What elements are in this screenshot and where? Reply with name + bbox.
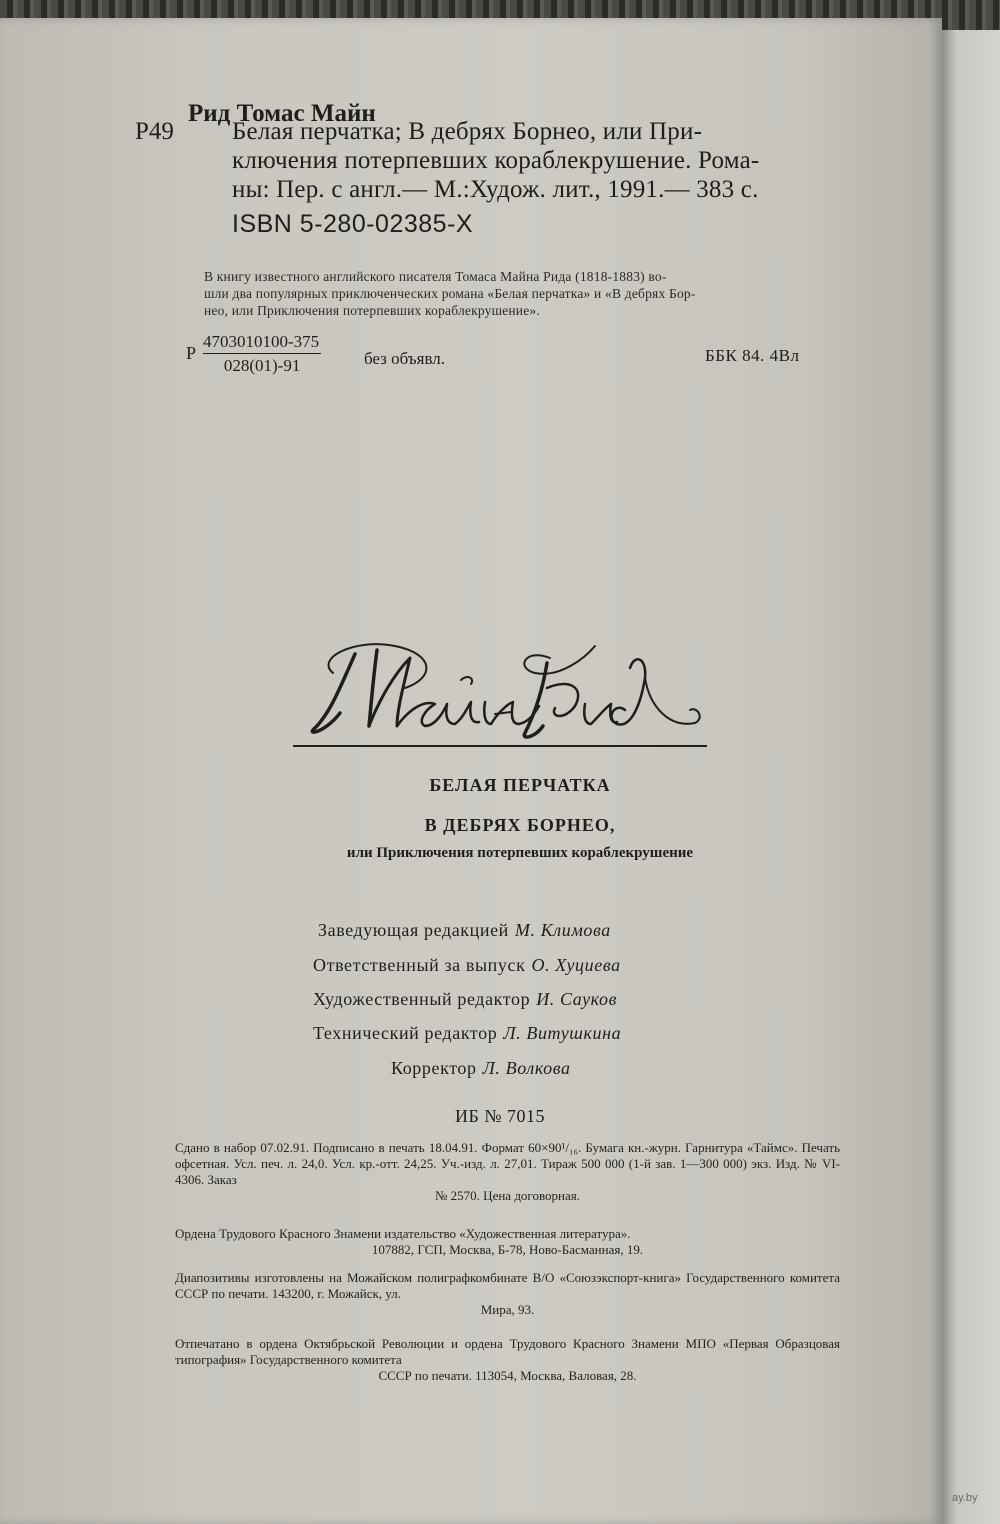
imprint-production-text: Сдано в набор 07.02.91. Подписано в печать 18.04.91. Формат 60×90¹/₁₆. Бумага кн.-журн. Гарнитура «Таймс». Печать офсетная. Усл. печ. л. 24,0. Усл. кр.-отт. 24,25. Уч.-изд. л. 27,01. Тираж 500 000 (1-й зав. 1—300 000) экз. Изд. № VI-4306. Заказ [175,1140,840,1187]
credit-role: Заведующая редакцией [318,920,509,940]
imprint-slides-text: Диапозитивы изготовлены на Можайском полиграфкомбинате В/О «Союзэкспорт-книга» Государственного комитета СССР по печати. 143200, г. Можайск, ул. [175,1270,840,1301]
credit-line-3 [313,989,617,1010]
credit-name: И. Сауков [536,989,618,1009]
fraction-denominator: 028(01)-91 [223,356,301,375]
imprint-publisher-text: Ордена Трудового Красного Знамени издательство «Художественная литература». [175,1226,631,1241]
catalog-author: Рид Томас Майн [188,100,376,127]
imprint-printed-last: СССР по печати. 113054, Москва, Валовая, 28. [378,1368,637,1383]
fraction-note: без объявл. [364,349,446,368]
isbn: ISBN 5-280-02385-X [232,210,474,238]
credit-name: М. Климова [514,920,611,940]
imprint-production [175,1140,840,1204]
annotation-line-2: шли два популярных приключенческих романа «Белая перчатка» и «В дебрях Бор- [204,286,696,301]
imprint-slides-last: Мира, 93. [480,1302,535,1317]
imprint-printed-text: Отпечатано в ордена Октябрьской Революции и ордена Трудового Красного Знамени МПО «Первая Образцовая типография» Государственного комитета [175,1336,840,1367]
catalog-line-3: ны: Пер. с англ.— М.:Худож. лит., 1991.— 383 с. [232,176,759,203]
watermark: ay.by [952,1492,978,1504]
credit-role: Художественный редактор [313,989,531,1009]
credit-line-4 [313,1023,621,1044]
credit-line-1 [318,920,611,941]
credit-line-5 [391,1058,571,1079]
ib-number: ИБ № 7015 [455,1106,546,1126]
catalog-code: Р49 [135,118,174,145]
book-subtitle: или Приключения потерпевших кораблекрушение [346,845,694,861]
book-title-2: В ДЕБРЯХ БОРНЕО, [424,815,616,835]
imprint-slides [175,1270,840,1318]
credit-role: Технический редактор [313,1023,498,1043]
annotation-line-1: В книгу известного английского писателя Томаса Майна Рида (1818-1883) во- [204,269,667,284]
book-page [0,18,942,1524]
catalog-line-1: Белая перчатка; В дебрях Борнео, или При- [232,118,703,145]
credit-role: Корректор [391,1058,477,1078]
fraction-letter: Р [186,343,197,363]
annotation-line-3: нео, или Приключения потерпевших кораблекрушение». [204,303,540,318]
adjacent-page-edge [942,30,1000,1524]
credit-name: Л. Витушкина [503,1023,622,1043]
catalog-fraction [203,332,321,376]
imprint-publisher [175,1226,840,1258]
imprint-publisher-last: 107882, ГСП, Москва, Б-78, Ново-Басманная, 19. [371,1242,644,1257]
credit-name: Л. Волкова [482,1058,571,1078]
book-title-1: БЕЛАЯ ПЕРЧАТКА [429,775,611,795]
credit-name: О. Хуциева [531,955,621,975]
credit-line-2 [313,955,621,976]
author-signature [285,618,715,758]
credit-role: Ответственный за выпуск [313,955,526,975]
signature-rule [293,745,707,747]
bbk-code: ББК 84. 4Вл [705,346,800,365]
fraction-numerator: 4703010100-375 [203,332,321,354]
catalog-line-2: ключения потерпевших кораблекрушение. Рома- [232,147,760,174]
imprint-production-last: № 2570. Цена договорная. [435,1188,580,1203]
imprint-printed [175,1336,840,1384]
